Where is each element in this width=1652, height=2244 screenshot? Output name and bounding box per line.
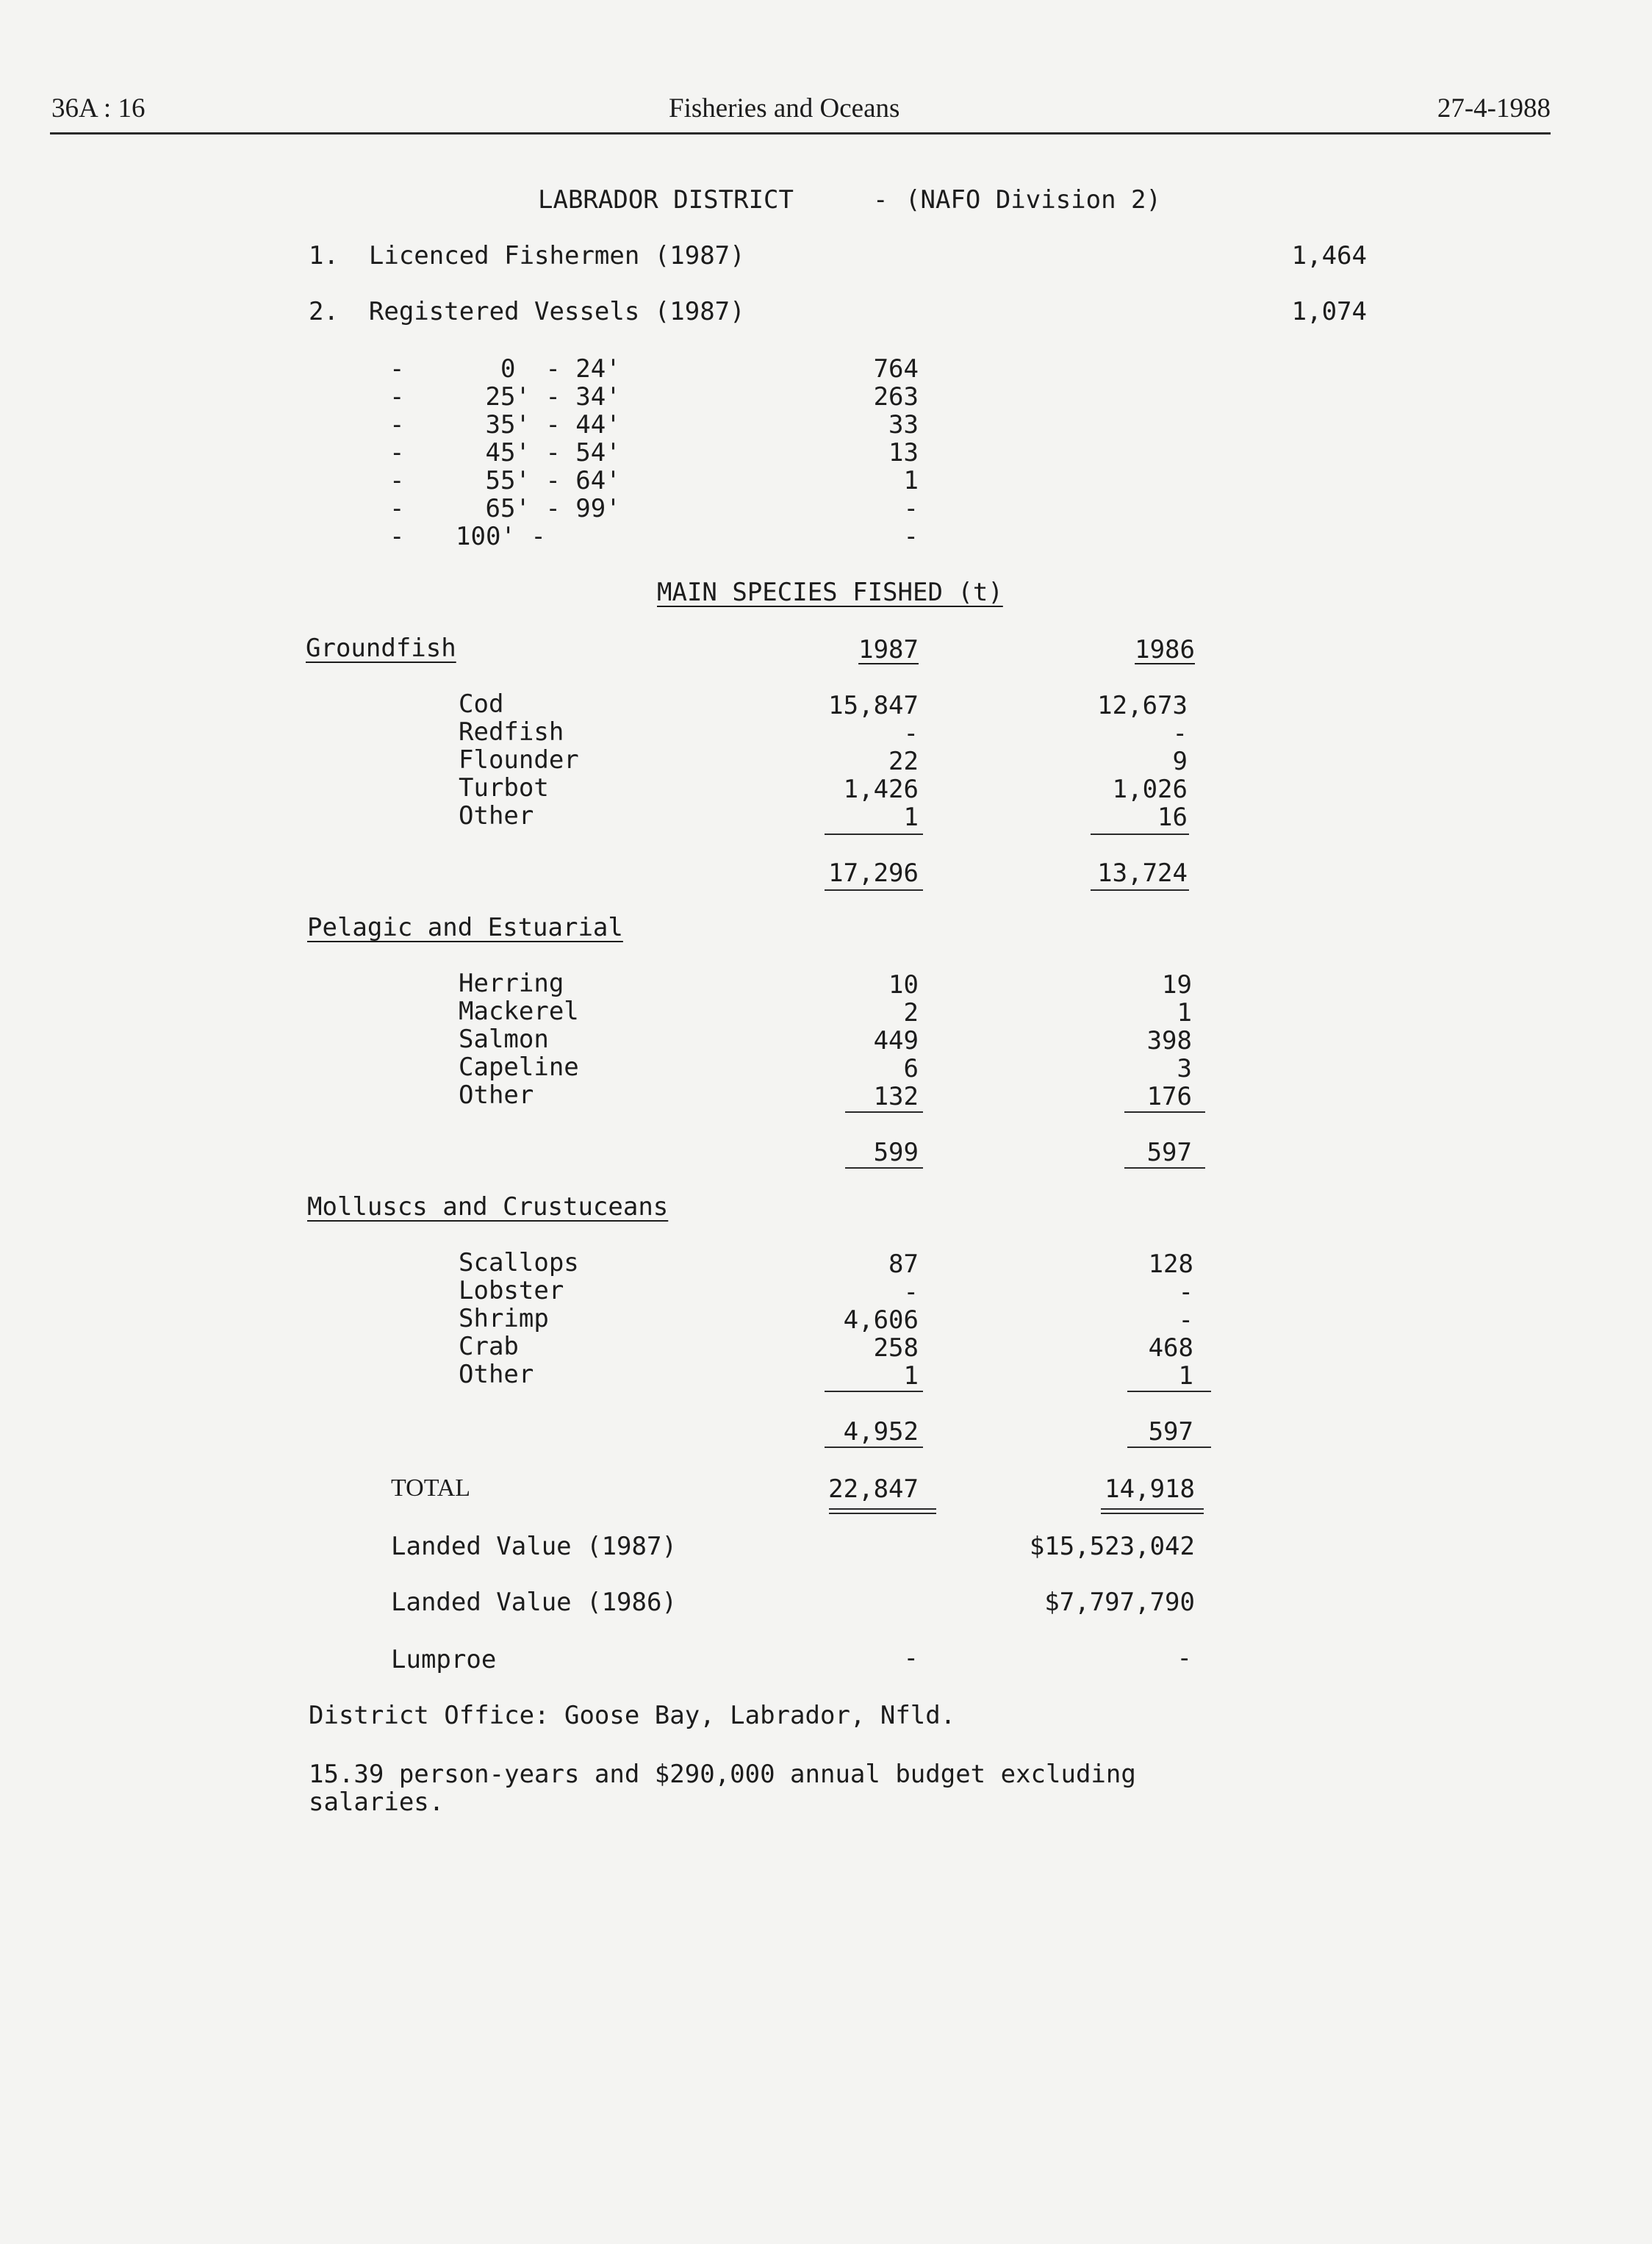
species-name: Other	[459, 801, 534, 831]
groundfish-total-1987: 17,296	[828, 858, 919, 888]
vessel-size-range: 100' -	[456, 522, 546, 551]
species-1986: -	[1178, 1305, 1193, 1335]
lumproe-label: Lumproe	[391, 1645, 497, 1674]
species-1987: 2	[903, 998, 919, 1028]
species-1987: -	[903, 1277, 919, 1307]
grand-total-label: TOTAL	[391, 1474, 471, 1502]
total-rule	[1091, 889, 1189, 891]
vessel-size-dash: -	[389, 466, 405, 495]
vessel-size-range: 0 - 24'	[470, 354, 621, 384]
species-name: Other	[459, 1360, 534, 1389]
budget-note-line2: salaries.	[309, 1788, 445, 1817]
subtotal-rule	[1127, 1391, 1211, 1392]
vessel-size-count: 33	[888, 410, 919, 440]
licenced-fishermen-label: 1. Licenced Fishermen (1987)	[309, 241, 745, 270]
species-name: Turbot	[459, 773, 549, 803]
district-title: LABRADOR DISTRICT	[538, 185, 794, 215]
species-name: Flounder	[459, 745, 579, 775]
species-1987: 1	[903, 1361, 919, 1391]
licenced-fishermen-value: 1,464	[1291, 241, 1367, 270]
species-1986: 1	[1178, 1361, 1193, 1391]
subtotal-rule	[1124, 1111, 1205, 1113]
vessel-size-dash: -	[389, 438, 405, 467]
vessel-size-range: 45' - 54'	[470, 438, 621, 467]
budget-note-line1: 15.39 person-years and $290,000 annual budget excluding	[309, 1760, 1136, 1789]
publication-title: Fisheries and Oceans	[669, 93, 900, 123]
total-rule	[1124, 1167, 1205, 1169]
grand-total-1987: 22,847	[828, 1474, 919, 1504]
vessel-size-count: -	[903, 522, 919, 551]
species-1987: 132	[873, 1082, 919, 1111]
subtotal-rule	[825, 1391, 923, 1392]
molluscs-total-1986: 597	[1148, 1417, 1193, 1447]
species-name: Scallops	[459, 1248, 579, 1277]
species-name: Lobster	[459, 1276, 564, 1305]
vessel-size-dash: -	[389, 494, 405, 523]
subtotal-rule	[1091, 834, 1189, 835]
nafo-division: (NAFO Division 2)	[905, 185, 1161, 215]
total-rule	[825, 889, 923, 891]
vessel-size-range: 55' - 64'	[470, 466, 621, 495]
vessel-size-range: 65' - 99'	[470, 494, 621, 523]
pelagic-total-1987: 599	[873, 1138, 919, 1167]
species-1986: 128	[1148, 1250, 1193, 1279]
total-rule	[825, 1447, 923, 1448]
groundfish-col-1986: 1986	[1135, 635, 1195, 664]
species-1987: 4,606	[843, 1305, 919, 1335]
species-name: Herring	[459, 969, 564, 998]
species-1986: 9	[1172, 747, 1188, 776]
landed-value-1986-label: Landed Value (1986)	[391, 1588, 677, 1617]
species-1987: 87	[888, 1250, 919, 1279]
species-1987: 6	[903, 1054, 919, 1083]
vessel-size-dash: -	[389, 354, 405, 384]
molluscs-heading: Molluscs and Crustuceans	[307, 1192, 669, 1222]
species-name: Shrimp	[459, 1304, 549, 1333]
species-1986: 468	[1148, 1333, 1193, 1363]
vessel-size-range: 25' - 34'	[470, 382, 621, 412]
species-1986: 398	[1146, 1026, 1192, 1055]
page-number: 36A : 16	[51, 93, 146, 123]
publication-date: 27-4-1988	[1437, 93, 1551, 123]
total-rule	[845, 1167, 923, 1169]
grand-total-double-rule	[1101, 1508, 1204, 1514]
species-1986: -	[1178, 1277, 1193, 1307]
species-1987: 15,847	[828, 691, 919, 720]
species-1986: -	[1172, 719, 1188, 748]
subtotal-rule	[825, 834, 923, 835]
landed-value-1987-label: Landed Value (1987)	[391, 1532, 677, 1561]
subtotal-rule	[845, 1111, 923, 1113]
groundfish-heading: Groundfish	[306, 634, 456, 663]
landed-value-1987: $15,523,042	[1029, 1532, 1195, 1561]
species-1986: 176	[1146, 1082, 1192, 1111]
registered-vessels-label: 2. Registered Vessels (1987)	[309, 297, 745, 326]
registered-vessels-value: 1,074	[1291, 297, 1367, 326]
district-office: District Office: Goose Bay, Labrador, Nfld.	[309, 1701, 956, 1730]
vessel-size-count: 764	[873, 354, 919, 384]
pelagic-total-1986: 597	[1146, 1138, 1192, 1167]
vessel-size-range: 35' - 44'	[470, 410, 621, 440]
species-1986: 3	[1177, 1054, 1192, 1083]
lumproe-1986: -	[1177, 1643, 1192, 1673]
pelagic-heading: Pelagic and Estuarial	[307, 913, 623, 942]
groundfish-col-1987: 1987	[858, 635, 919, 664]
species-name: Cod	[459, 689, 504, 719]
species-1986: 19	[1162, 970, 1192, 1000]
species-name: Mackerel	[459, 997, 579, 1026]
species-1987: 22	[888, 747, 919, 776]
species-1987: -	[903, 719, 919, 748]
vessel-size-count: 13	[888, 438, 919, 467]
vessel-size-count: 1	[903, 466, 919, 495]
total-rule	[1127, 1447, 1211, 1448]
species-1986: 1,026	[1112, 775, 1188, 804]
vessel-size-dash: -	[389, 382, 405, 412]
vessel-size-dash: -	[389, 522, 405, 551]
species-1986: 1	[1177, 998, 1192, 1028]
species-1986: 12,673	[1097, 691, 1188, 720]
vessel-size-count: -	[903, 494, 919, 523]
species-1986: 16	[1157, 803, 1188, 832]
species-1987: 1	[903, 803, 919, 832]
species-name: Crab	[459, 1332, 519, 1361]
grand-total-1986: 14,918	[1105, 1474, 1195, 1504]
species-1987: 10	[888, 970, 919, 1000]
landed-value-1986: $7,797,790	[1044, 1588, 1195, 1617]
species-heading: MAIN SPECIES FISHED (t)	[657, 578, 1003, 607]
title-dash: -	[873, 185, 888, 215]
species-name: Redfish	[459, 717, 564, 747]
molluscs-total-1987: 4,952	[843, 1417, 919, 1447]
groundfish-total-1986: 13,724	[1097, 858, 1188, 888]
vessel-size-dash: -	[389, 410, 405, 440]
species-name: Salmon	[459, 1025, 549, 1054]
grand-total-double-rule	[829, 1508, 936, 1514]
vessel-size-count: 263	[873, 382, 919, 412]
header-rule	[50, 132, 1551, 135]
species-name: Other	[459, 1080, 534, 1110]
lumproe-1987: -	[903, 1643, 919, 1673]
species-1987: 1,426	[843, 775, 919, 804]
species-1987: 449	[873, 1026, 919, 1055]
species-1987: 258	[873, 1333, 919, 1363]
species-name: Capeline	[459, 1053, 579, 1082]
